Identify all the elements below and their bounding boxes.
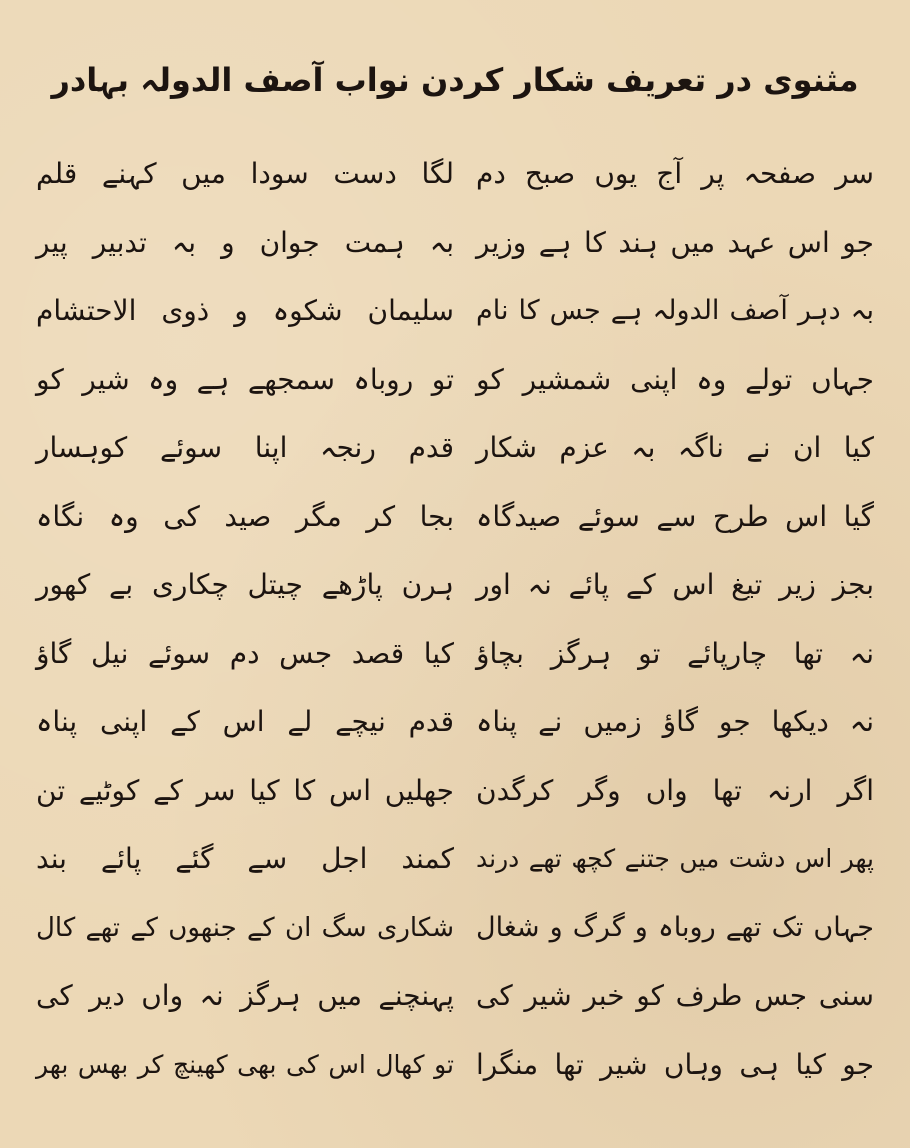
verse-line: پھر اس دشت میں جتنے کچھ تھے درند bbox=[476, 844, 874, 873]
verse-line: بہ دہر آصف الدولہ ہے جس کا نام bbox=[476, 295, 874, 326]
verse-line: قدم رنجہ اپنا سوئے کوہسار bbox=[36, 431, 454, 464]
verse-line: لگا دست سودا میں کہنے قلم bbox=[36, 157, 454, 190]
verse-line: بہ ہمت جوان و بہ تدبیر پیر bbox=[36, 225, 454, 259]
verse-line: کمند اجل سے گئے پائے بند bbox=[36, 842, 454, 875]
verse-line: شکاری سگ ان کے جنھوں کے تھے کال bbox=[36, 912, 454, 943]
verse-line: اگر ارنہ تھا واں وگر کرگدن bbox=[476, 773, 874, 807]
verse-line: تو کھال اس کی بھی کھینچ کر بھس بھر bbox=[36, 1049, 454, 1079]
verse-line: قدم نیچے لے اس کے اپنی پناہ bbox=[36, 705, 454, 738]
verse-line: ہرن پاڑھے چیتل چکاری بے کھور bbox=[36, 568, 454, 601]
verse-line: جو کیا ہی وہاں شیر تھا منگرا bbox=[476, 1047, 874, 1081]
verse-line: تو روباہ سمجھے ہے وہ شیر کو bbox=[36, 362, 454, 396]
verse-line: جو اس عہد میں ہند کا ہے وزیر bbox=[476, 225, 874, 259]
verse-line: جہاں تک تھے روباہ و گرگ و شغال bbox=[476, 911, 874, 943]
verse-line: پہنچنے میں ہرگز نہ واں دیر کی bbox=[36, 979, 454, 1012]
verse-line: بجا کر مگر صید کی وہ نگاہ bbox=[36, 499, 454, 533]
verse-line: سلیمان شکوہ و ذوی الاحتشام bbox=[36, 294, 454, 327]
verse-line: سر صفحہ پر آج یوں صبح دم bbox=[476, 157, 874, 190]
verse-line: جہاں تولے وہ اپنی شمشیر کو bbox=[476, 362, 874, 396]
verse-line: گیا اس طرح سے سوئے صیدگاہ bbox=[476, 499, 874, 533]
verse-line: نہ دیکھا جو گاؤ زمیں نے پناہ bbox=[476, 705, 874, 738]
verse-line: کیا قصد جس دم سوئے نیل گاؤ bbox=[36, 636, 454, 670]
verse-line: بجز زیر تیغ اس کے پائے نہ اور bbox=[476, 568, 874, 601]
right-verse-column bbox=[470, 140, 880, 1099]
verse-line: سنی جس طرف کو خبر شیر کی bbox=[476, 979, 874, 1012]
verse-line: کیا ان نے ناگہ بہ عزم شکار bbox=[476, 431, 874, 464]
verse-line: نہ تھا چارپائے تو ہرگز بچاؤ bbox=[476, 636, 874, 670]
verse-line: جھلیں اس کا کیا سر کے کوٹیے تن bbox=[36, 773, 454, 807]
left-verse-column bbox=[30, 140, 460, 1099]
poem-title: مثنوی در تعریف شکار کردن نواب آصف الدولہ بہادر bbox=[51, 61, 859, 99]
